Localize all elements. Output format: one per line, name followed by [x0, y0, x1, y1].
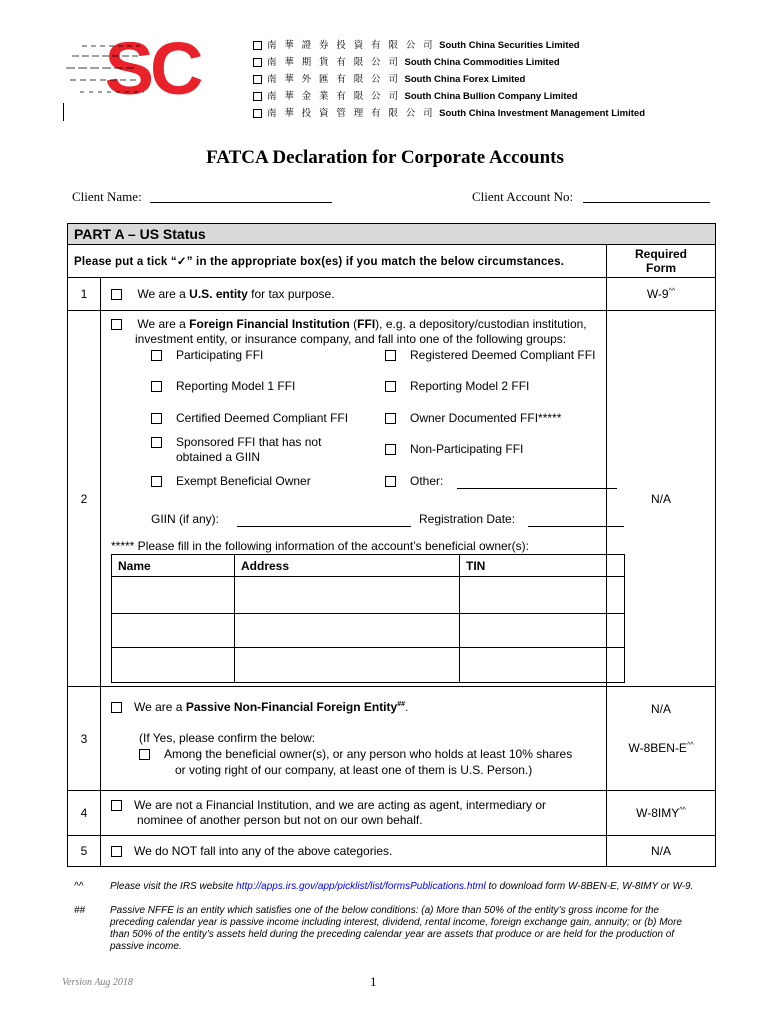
option-checkbox[interactable] — [151, 381, 162, 392]
owner-row — [112, 577, 625, 614]
version-label: Version Aug 2018 — [62, 977, 133, 988]
footnote-irs: Please visit the IRS website http://apps.irs.gov/app/picklist/list/formsPublications.html to download form W-8BEN-E, W-8IMY or W-9. — [110, 881, 694, 892]
footnote-mark: ## — [74, 905, 86, 916]
confirm-option: Among the beneficial owner(s), or any person who holds at least 10% shares or voting right of our company, at least one of them is U.S. Person.) — [139, 746, 572, 778]
company-item: 南 華 金 業 有 限 公 司 South China Bullion Company Limited — [253, 88, 645, 105]
row-number: 1 — [68, 278, 101, 311]
owner-col-header: Name — [112, 555, 235, 577]
client-name-label: Client Name: — [72, 189, 142, 204]
option-checkbox[interactable] — [385, 476, 396, 487]
us-status-table — [67, 223, 716, 867]
company-item: 南 華 投 資 管 理 有 限 公 司 South China Investment Management Limited — [253, 105, 645, 122]
ffi-option: Reporting Model 2 FFI — [385, 379, 529, 393]
ffi-option: Exempt Beneficial Owner — [151, 474, 311, 488]
row-3-form — [607, 687, 716, 791]
footnote-mark: ^^ — [74, 881, 84, 892]
row-1-form: W-9^^ — [607, 278, 716, 311]
company-logo — [64, 28, 244, 108]
company-checkbox[interactable] — [253, 41, 262, 50]
ffi-option: Sponsored FFI that has not obtained a GIIN — [151, 435, 321, 465]
required-form-header: Required Form — [607, 245, 716, 278]
option-checkbox[interactable] — [151, 350, 162, 361]
part-a-heading: PART A – US Status — [68, 224, 716, 245]
owner-tin-cell[interactable] — [460, 648, 625, 683]
company-item: 南 華 期 貨 有 限 公 司 South China Commodities Limited — [253, 54, 645, 71]
giin-label: GIIN (if any): — [151, 512, 220, 526]
page-title: FATCA Declaration for Corporate Accounts — [206, 147, 564, 168]
row-number: 5 — [68, 836, 101, 867]
row-4-content: We are not a Financial Institution, and we are acting as agent, intermediary or nominee of another person but not on our own behalf. — [101, 791, 607, 836]
ffi-option: Other: — [385, 474, 443, 488]
row-2-content — [101, 311, 607, 687]
option-checkbox[interactable] — [151, 476, 162, 487]
registration-date-field[interactable] — [528, 526, 624, 527]
if-yes-text: (If Yes, please confirm the below: — [139, 731, 316, 745]
row-number: 3 — [68, 687, 101, 791]
row-2-text: We are a Foreign Financial Institution (FFI), e.g. a depository/custodian institution, — [137, 317, 587, 331]
giin-field[interactable] — [237, 526, 411, 527]
owner-col-header: TIN — [460, 555, 625, 577]
ffi-option: Non-Participating FFI — [385, 442, 523, 456]
ffi-option: Participating FFI — [151, 348, 263, 362]
company-list — [253, 37, 645, 122]
ffi-option: Registered Deemed Compliant FFI — [385, 348, 595, 362]
ffi-option: Certified Deemed Compliant FFI — [151, 411, 348, 425]
page-number: 1 — [370, 974, 377, 989]
other-field[interactable] — [457, 488, 617, 489]
row-1-content — [101, 278, 607, 311]
row-3-main: We are a Passive Non-Financial Foreign Entity##. — [111, 700, 408, 714]
company-checkbox[interactable] — [253, 75, 262, 84]
footnote-passive-nffe: Passive NFFE is an entity which satisfies one of the below conditions: (a) More than 50% of the entity’s gross income for the preceding calendar year is passive income including interest, dividend, rental income, foreign exchange gain, annuity; or (b) More than 50% of the entity’s assets held during the preceding calendar year are assets that produce or are held for the production of passive income. — [110, 905, 682, 952]
company-item: 南 華 外 匯 有 限 公 司 South China Forex Limited — [253, 71, 645, 88]
row-1-text: We are a U.S. entity for tax purpose. — [137, 287, 335, 301]
irs-link[interactable]: http://apps.irs.gov/app/picklist/list/formsPublications.html — [236, 881, 486, 892]
registration-date-label: Registration Date: — [419, 512, 516, 526]
agent-checkbox[interactable] — [111, 800, 122, 811]
row-2-form: N/A — [607, 311, 716, 687]
option-checkbox[interactable] — [151, 413, 162, 424]
svg-text:SC: SC — [104, 28, 200, 108]
company-checkbox[interactable] — [253, 109, 262, 118]
client-account-field[interactable] — [583, 202, 710, 203]
beneficial-owner-note: ***** Please fill in the following information of the account’s beneficial owner(s): — [111, 539, 530, 553]
row-3-content — [101, 687, 607, 791]
row-5-content: We do NOT fall into any of the above categories. — [101, 836, 607, 867]
option-checkbox[interactable] — [385, 413, 396, 424]
owner-address-cell[interactable] — [235, 614, 460, 648]
client-account-label: Client Account No: — [472, 189, 574, 204]
owner-name-cell[interactable] — [112, 648, 235, 683]
row-2-text-line2: investment entity, or insurance company, and fall into one of the following groups: — [135, 332, 567, 346]
ffi-checkbox[interactable] — [111, 319, 122, 330]
owner-tin-cell[interactable] — [460, 577, 625, 614]
none-checkbox[interactable] — [111, 846, 122, 857]
owner-name-cell[interactable] — [112, 577, 235, 614]
beneficial-owner-table — [111, 554, 625, 683]
row-4-form: W-8IMY^^ — [607, 791, 716, 836]
company-checkbox[interactable] — [253, 92, 262, 101]
company-checkbox[interactable] — [253, 58, 262, 67]
confirm-checkbox[interactable] — [139, 749, 150, 760]
row-number: 2 — [68, 311, 101, 687]
owner-tin-cell[interactable] — [460, 614, 625, 648]
option-checkbox[interactable] — [385, 350, 396, 361]
owner-address-cell[interactable] — [235, 577, 460, 614]
company-item: 南 華 證 券 投 資 有 限 公 司 South China Securities Limited — [253, 37, 645, 54]
owner-name-cell[interactable] — [112, 614, 235, 648]
owner-row — [112, 648, 625, 683]
owner-address-cell[interactable] — [235, 648, 460, 683]
owner-row — [112, 614, 625, 648]
us-entity-checkbox[interactable] — [111, 289, 122, 300]
row-3-form-1: N/A — [650, 702, 671, 716]
instruction: Please put a tick “✓” in the appropriate box(es) if you match the below circumstances. — [68, 245, 607, 278]
option-checkbox[interactable] — [385, 444, 396, 455]
row-5-form: N/A — [607, 836, 716, 867]
row-3-form-2: W-8BEN-E^^ — [628, 741, 694, 755]
ffi-option: Reporting Model 1 FFI — [151, 379, 295, 393]
row-number: 4 — [68, 791, 101, 836]
passive-nffe-checkbox[interactable] — [111, 702, 122, 713]
option-checkbox[interactable] — [385, 381, 396, 392]
ffi-option: Owner Documented FFI***** — [385, 411, 561, 425]
margin-mark — [63, 103, 64, 121]
client-name-field[interactable] — [150, 202, 332, 203]
owner-col-header: Address — [235, 555, 460, 577]
option-checkbox[interactable] — [151, 437, 162, 448]
